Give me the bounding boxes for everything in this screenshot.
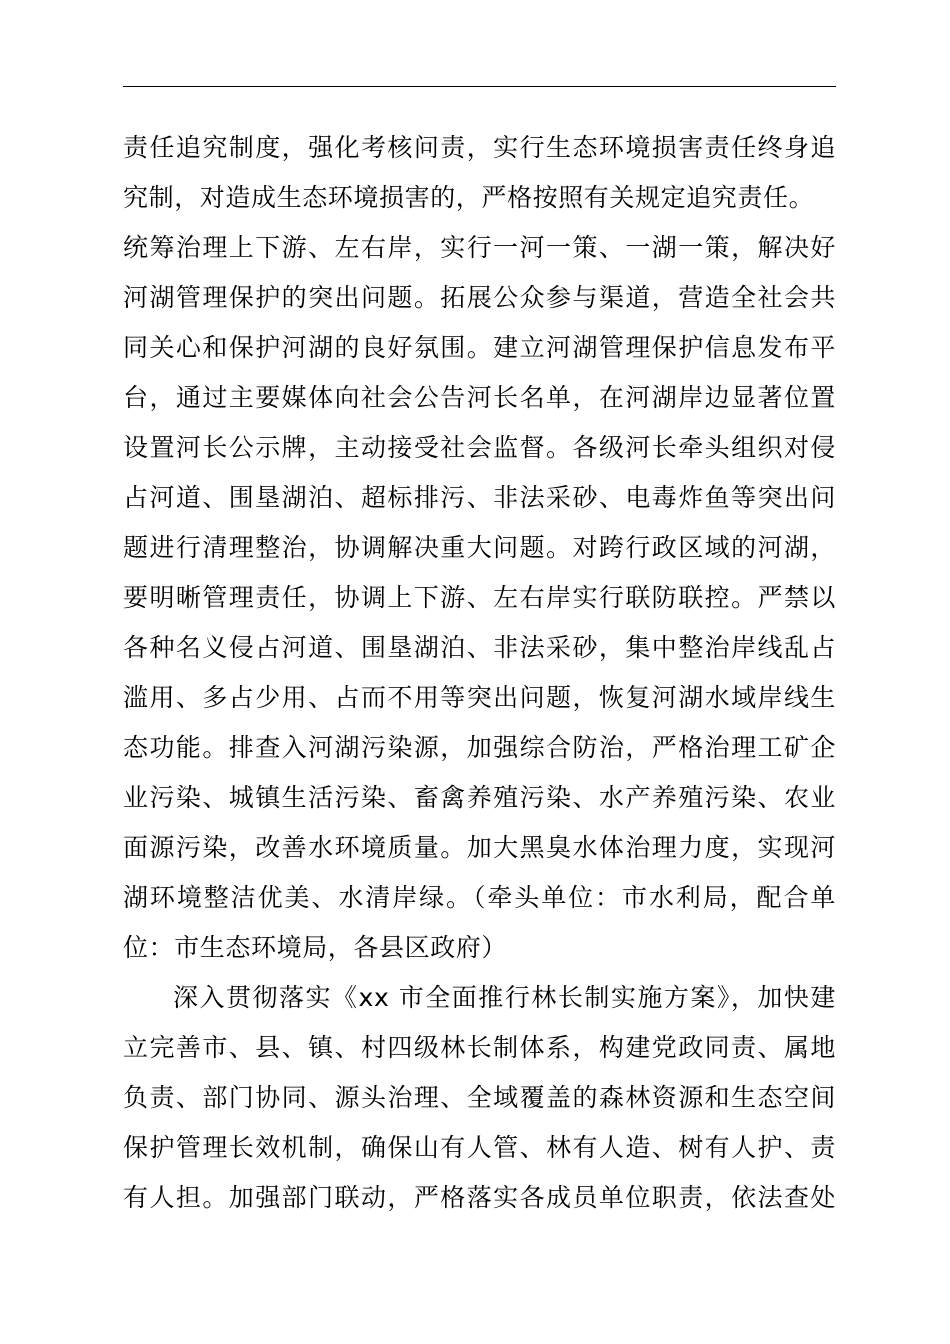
text-line: 各种名义侵占河道、围垦湖泊、非法采砂，集中整治岸线乱占 [123,633,836,662]
text-line: 题进行清理整治，协调解决重大问题。对跨行政区域的河湖， [123,533,836,562]
text-line: 占河道、围垦湖泊、超标排污、非法采砂、电毒炸鱼等突出问 [123,483,836,512]
header-rule [123,86,836,87]
text-line: 台，通过主要媒体向社会公告河长名单，在河湖岸边显著位置 [123,383,836,412]
text-line: 究制，对造成生态环境损害的，严格按照有关规定追究责任。 [123,183,815,212]
text-line: 立完善市、县、镇、村四级林长制体系，构建党政同责、属地 [123,1033,836,1062]
text-line: 面源污染，改善水环境质量。加大黑臭水体治理力度，实现河 [123,833,836,862]
text-line: 保护管理长效机制，确保山有人管、林有人造、树有人护、责 [123,1133,836,1162]
text-line: 要明晰管理责任，协调上下游、左右岸实行联防联控。严禁以 [123,583,836,612]
paragraph-first-line: 深入贯彻落实《xx 市全面推行林长制实施方案》，加快建 [173,983,836,1012]
text-line: 滥用、多占少用、占而不用等突出问题，恢复河湖水域岸线生 [123,683,836,712]
text-line: 业污染、城镇生活污染、畜禽养殖污染、水产养殖污染、农业 [123,783,836,812]
text-line: 同关心和保护河湖的良好氛围。建立河湖管理保护信息发布平 [123,333,836,362]
text-line: 有人担。加强部门联动，严格落实各成员单位职责，依法查处 [123,1183,836,1212]
text-line: 态功能。排查入河湖污染源，加强综合防治，严格治理工矿企 [123,733,836,762]
text-line: 湖环境整洁优美、水清岸绿。（牵头单位：市水利局，配合单 [123,883,836,912]
text-line: 责任追究制度，强化考核问责，实行生态环境损害责任终身追 [123,133,836,162]
text-line: 位：市生态环境局，各县区政府） [123,933,508,962]
text-line: 河湖管理保护的突出问题。拓展公众参与渠道，营造全社会共 [123,283,836,312]
text-line: 负责、部门协同、源头治理、全域覆盖的森林资源和生态空间 [123,1083,836,1112]
text-line: 统筹治理上下游、左右岸，实行一河一策、一湖一策，解决好 [123,233,836,262]
text-line: 设置河长公示牌，主动接受社会监督。各级河长牵头组织对侵 [123,433,836,462]
